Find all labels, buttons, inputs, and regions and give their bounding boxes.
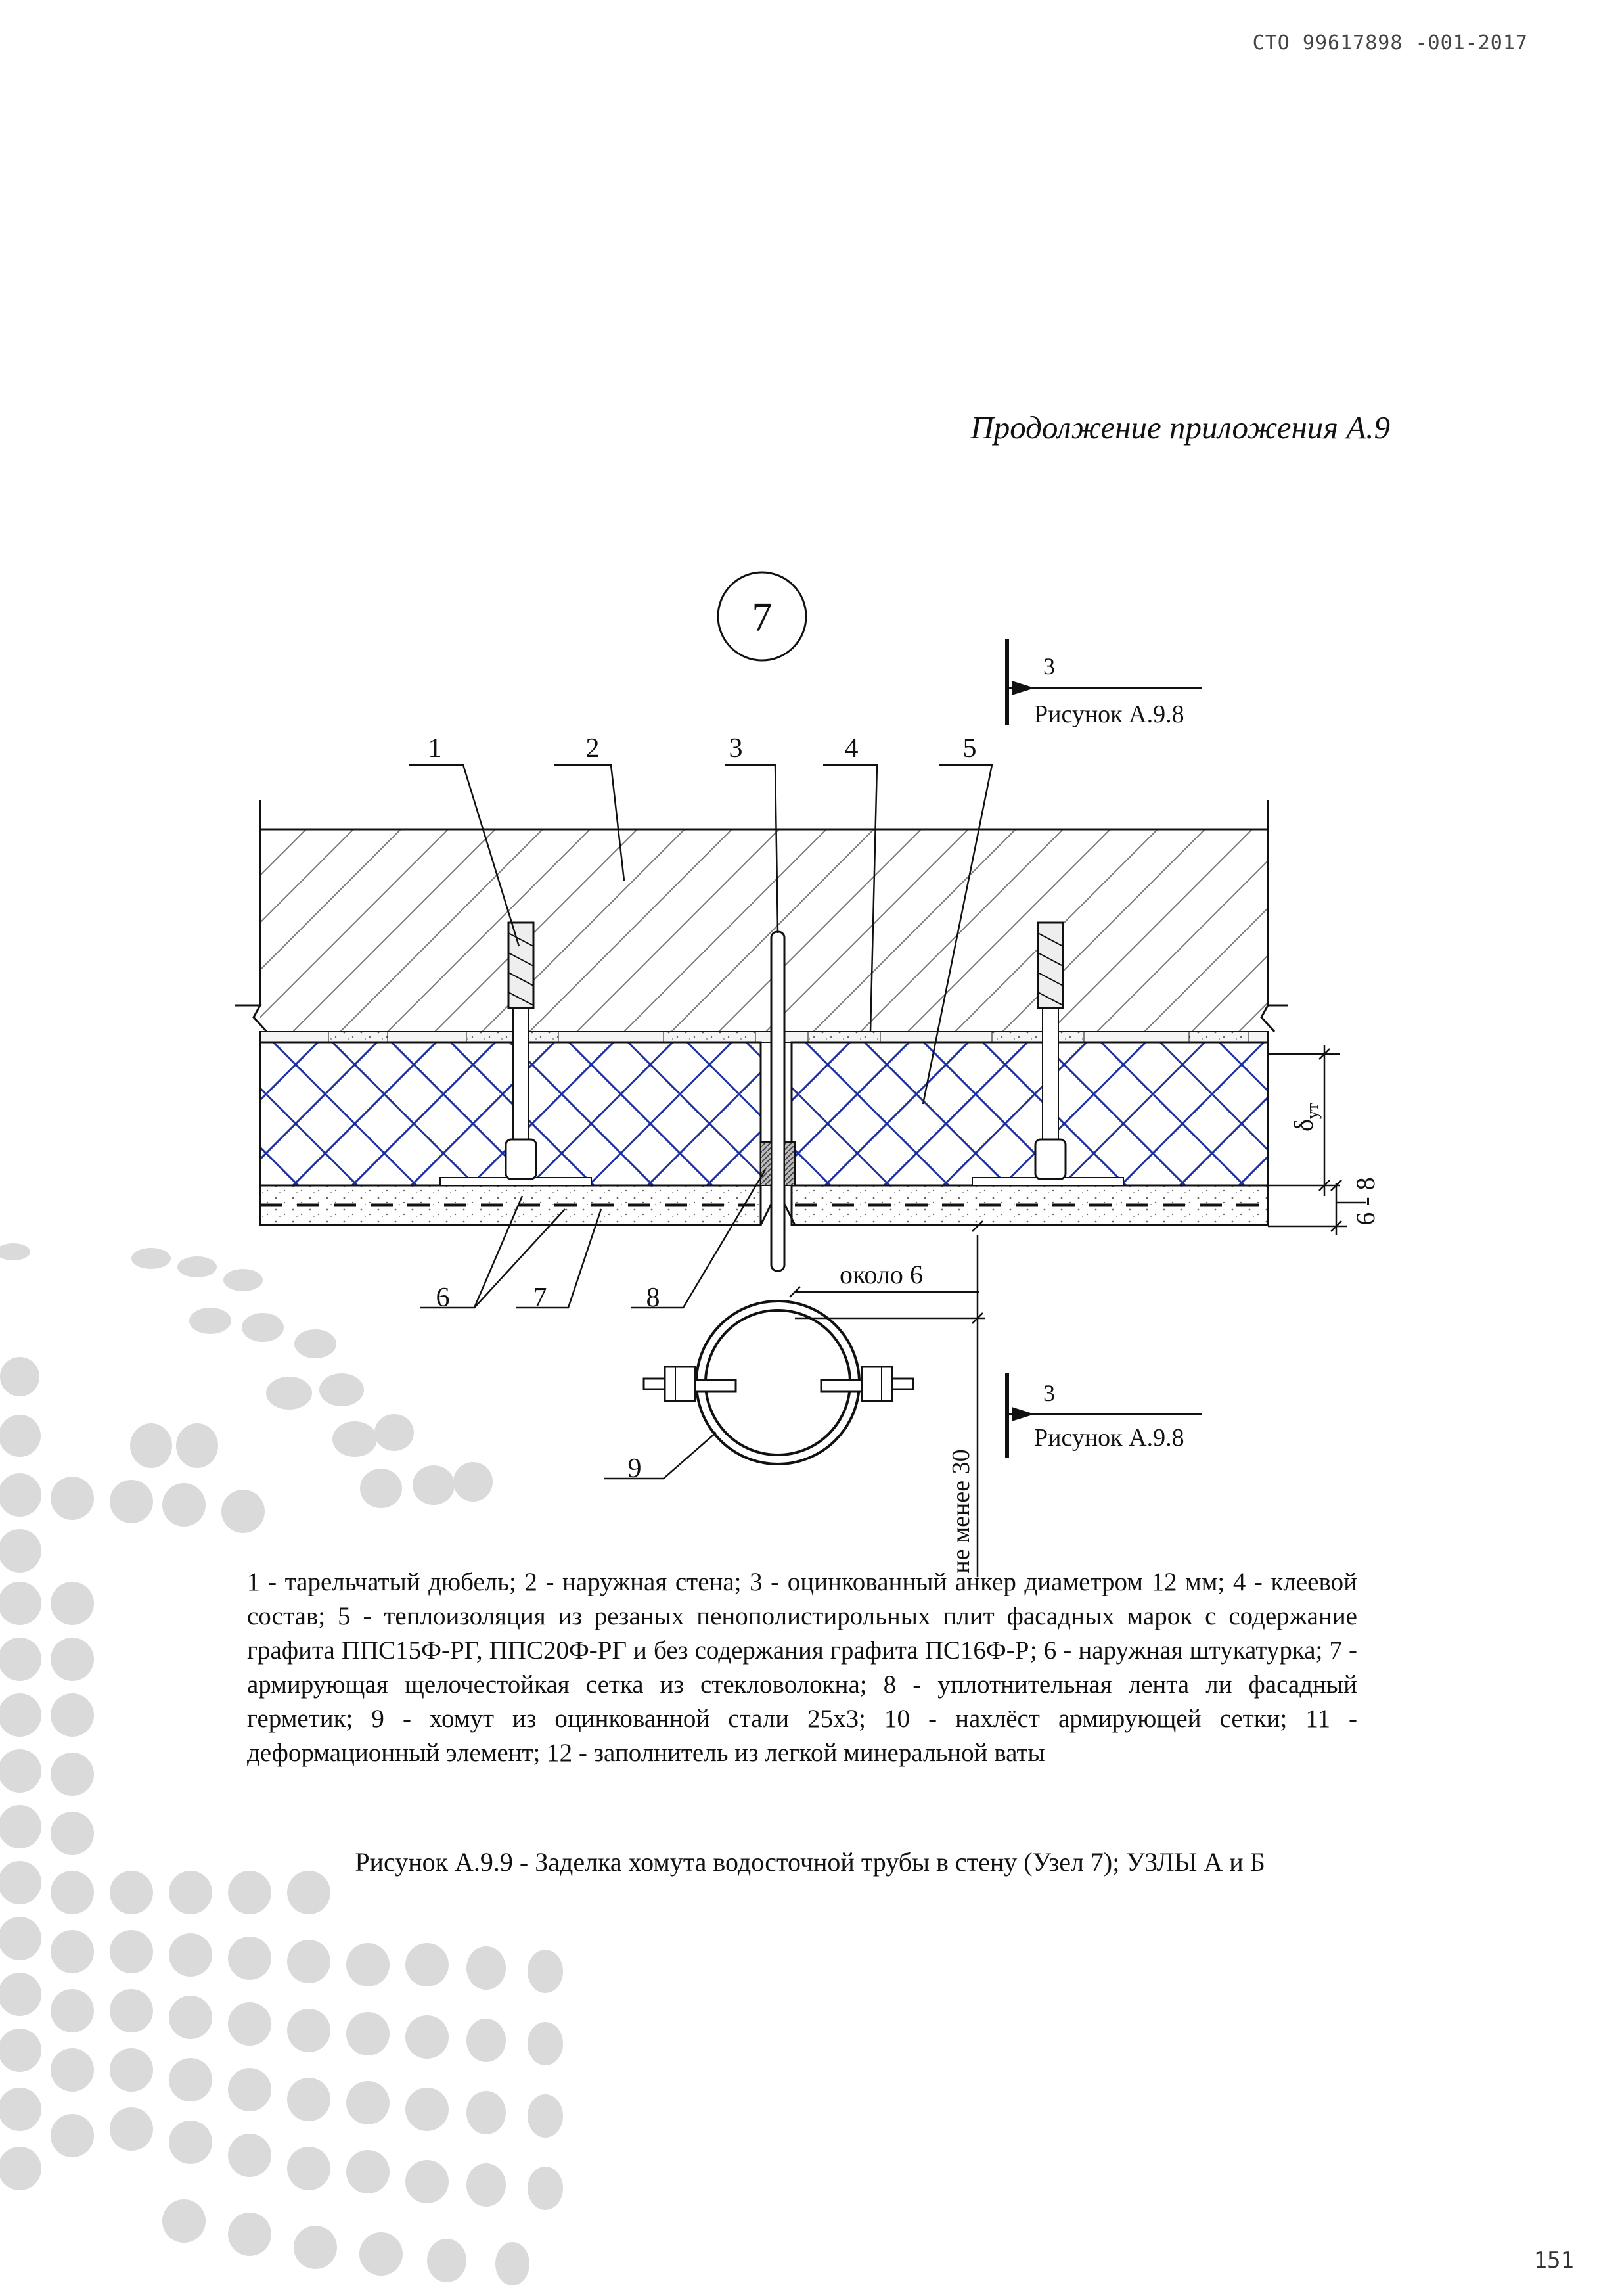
section-number-bottom: 3 <box>1043 1380 1055 1406</box>
page-number: 151 <box>1533 2247 1574 2274</box>
document-code: СТО 99617898 -001-2017 <box>1252 32 1528 55</box>
adhesive-layer <box>260 1032 1268 1042</box>
galvanized-anchor <box>771 932 784 1271</box>
callout-3: 3 <box>729 733 743 764</box>
min-offset-label: не менее 30 <box>947 1449 975 1574</box>
section-label-bottom: Рисунок А.9.8 <box>1034 1424 1184 1452</box>
insulation-right <box>792 1042 1268 1185</box>
outer-wall <box>260 829 1268 1032</box>
callout-6: 6 <box>436 1283 450 1313</box>
section-marker-top <box>1007 639 1202 728</box>
insulation-thickness-label: $\delta_{ут}$ <box>1289 1103 1322 1132</box>
sealant-right <box>784 1142 795 1185</box>
sealant-left <box>761 1142 771 1185</box>
section-marker-bottom <box>1007 1373 1202 1458</box>
figure-legend: 1 - тарельчатый дюбель; 2 - наружная стена; 3 - оцинкованный анкер диаметром 12 мм; 4 - клеевой состав; 5 - теплоизоляция из резаных пенополистирольных плит фасадных марок с содержание графита ППС15Ф-РГ, ППС20Ф-РГ и без содержания графита ПС16Ф-Р; 6 - наружная штукатурка; 7 - армирующая щелочестойкая сетка из стекловолокна; 8 - уплотнительная лента ли фасадный герметик; 9 - хомут из оцинкованной стали 25х3; 10 - нахлёст армирующей сетки; 11 - деформационный элемент; 12 - заполнитель из легкой минеральной ваты <box>247 1568 1357 1767</box>
callout-9: 9 <box>627 1454 642 1484</box>
plaster-thickness-label: 6 - 8 <box>1351 1177 1380 1226</box>
gap-label: около 6 <box>840 1260 923 1289</box>
callout-7: 7 <box>533 1283 547 1313</box>
pipe-clamp <box>644 1301 913 1464</box>
continuation-label: Продолжение приложения А.9 <box>970 409 1390 446</box>
callout-1: 1 <box>428 733 442 764</box>
callout-5: 5 <box>962 733 977 764</box>
section-label-top: Рисунок А.9.8 <box>1034 700 1184 728</box>
callout-2: 2 <box>585 733 600 764</box>
figure-caption: Рисунок А.9.9 - Заделка хомута водосточной трубы в стену (Узел 7); УЗЛЫ А и Б <box>355 1847 1265 1877</box>
callout-4: 4 <box>844 733 859 764</box>
node-number: 7 <box>752 595 773 640</box>
callout-8: 8 <box>646 1283 660 1313</box>
section-number-top: 3 <box>1043 653 1055 679</box>
